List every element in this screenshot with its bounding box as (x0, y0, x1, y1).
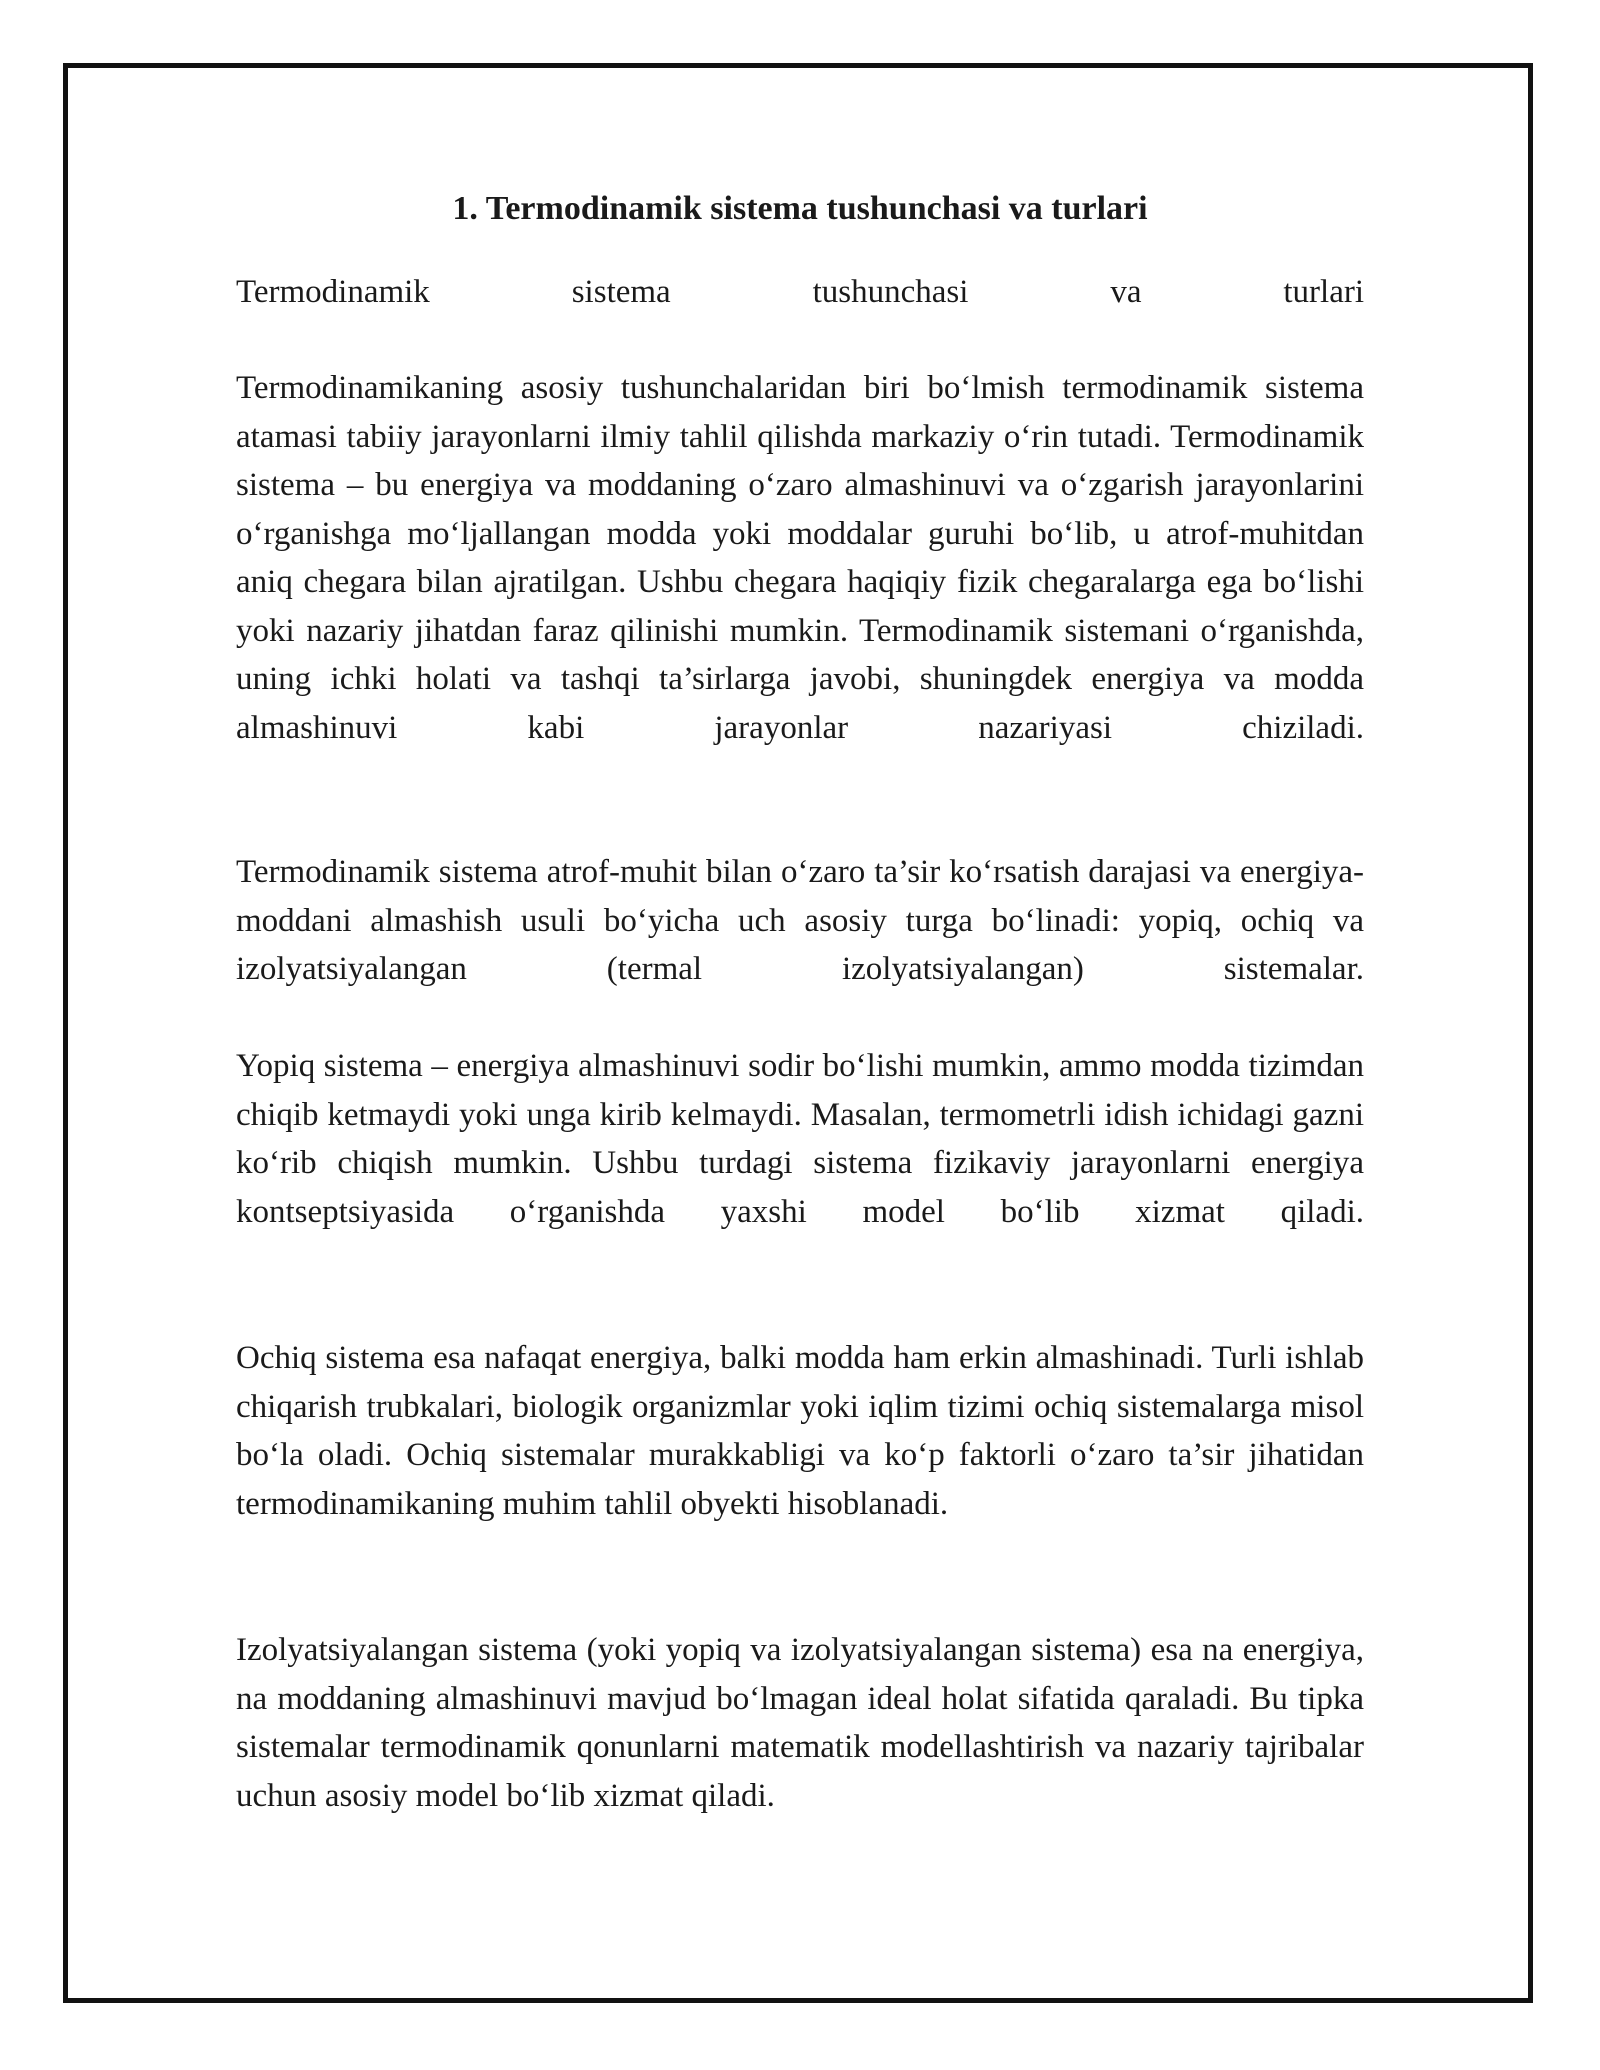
paragraph-closed-system: Yopiq sistema – energiya almashinuvi sodir bo‘lishi mumkin, ammo modda tizimdan chiqib ketmaydi yoki unga kirib kelmaydi. Masalan, termometrli idish ichidagi gazni ko‘rib chiqish mumkin. Ushbu turdagi sistema fizikaviy jarayonlarni energiya kontseptsiyasida o‘rganishda yaxshi model bo‘lib xizmat qiladi. (236, 1048, 1364, 1230)
paragraph-classification: Termodinamik sistema atrof-muhit bilan o‘zaro ta’sir ko‘rsatish darajasi va energiya-moddani almashish usuli bo‘yicha uch asosiy turga bo‘linadi: yopiq, ochiq va izolyatsiyalangan (termal izolyatsiyalangan) sistemalar. (236, 854, 1364, 987)
paragraph-isolated-system: Izolyatsiyalangan sistema (yoki yopiq va izolyatsiyalangan sistema) esa na energiya, na moddaning almashinuvi mavjud bo‘lmagan ideal holat sifatida qaraladi. Bu tipka sistemalar termodinamik qonunlarni matematik modellashtirish va nazariy tajribalar uchun asosiy model bo‘lib xizmat qiladi. (236, 1632, 1364, 1814)
section-title: 1. Termodinamik sistema tushunchasi va turlari (452, 190, 1148, 227)
paragraph-definition: Termodinamikaning asosiy tushunchalaridan biri bo‘lmish termodinamik sistema atamasi tabiiy jarayonlarni ilmiy tahlil qilishda markaziy o‘rin tutadi. Termodinamik sistema – bu energiya va moddaning o‘zaro almashinuvi va o‘zgarish jarayonlarini o‘rganishga mo‘ljallangan modda yoki moddalar guruhi bo‘lib, u atrof-muhitdan aniq chegara bilan ajratilgan. Ushbu chegara haqiqiy fizik chegaralarga ega bo‘lishi yoki nazariy jihatdan faraz qilinishi mumkin. Termodinamik sistemani o‘rganishda, uning ichki holati va tashqi ta’sirlarga javobi, shuningdek energiya va modda almashinuvi kabi jarayonlar nazariyasi chiziladi. (236, 370, 1364, 746)
subtitle-line: Termodinamik sistema tushunchasi va turlari (236, 274, 1364, 310)
paragraph-open-system: Ochiq sistema esa nafaqat energiya, balki modda ham erkin almashinadi. Turli ishlab chiqarish trubkalari, biologik organizmlar yoki iqlim tizimi ochiq sistemalarga misol bo‘la oladi. Ochiq sistemalar murakkabligi va ko‘p faktorli o‘zaro ta’sir jihatidan termodinamikaning muhim tahlil obyekti hisoblanadi. (236, 1340, 1364, 1522)
